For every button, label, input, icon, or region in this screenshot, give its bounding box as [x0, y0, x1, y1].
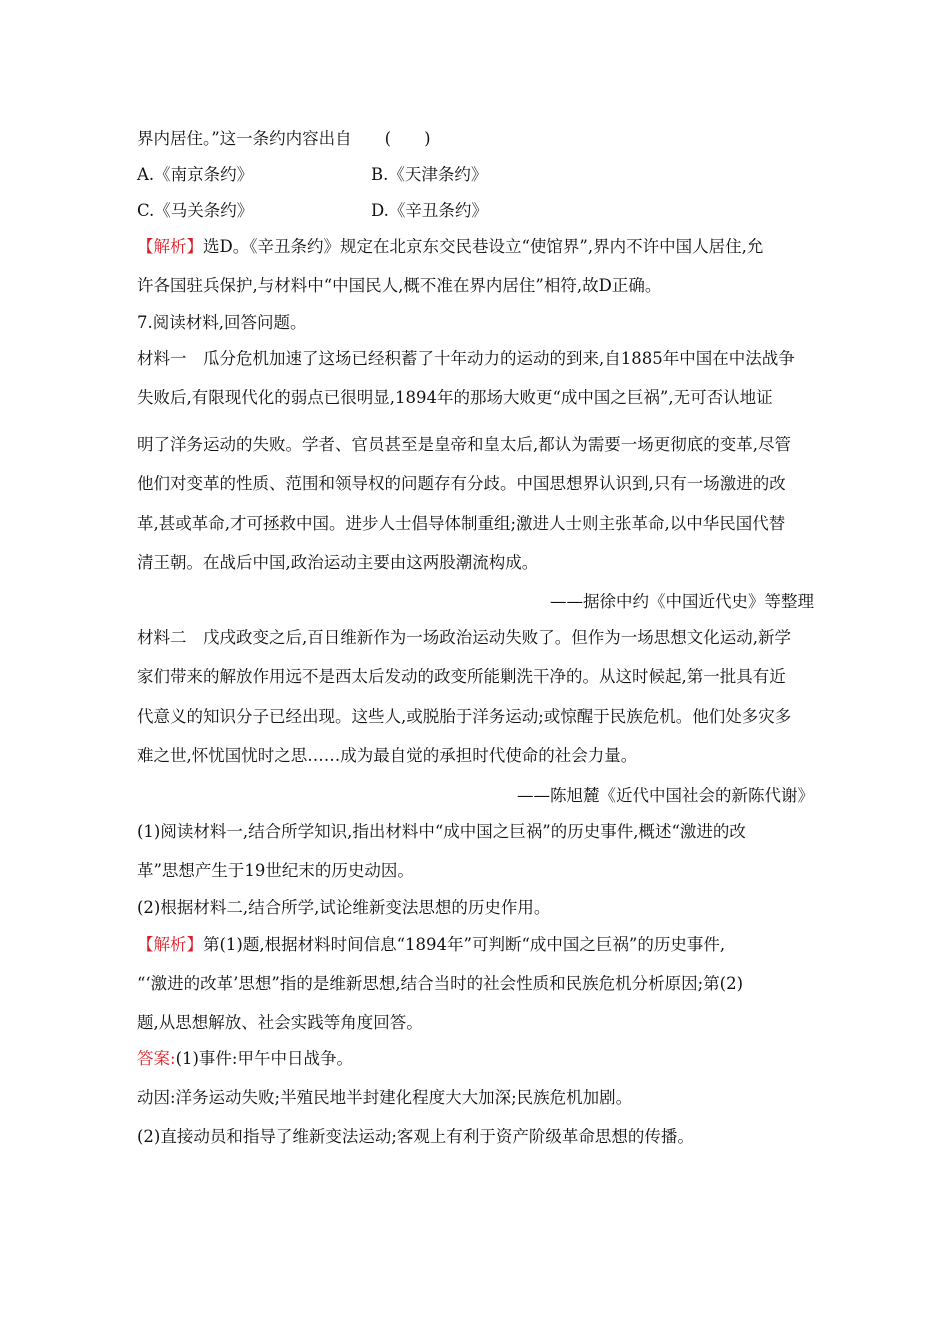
- option-b: B.《天津条约》: [371, 165, 488, 184]
- material-source: ——据徐中约《中国近代史》等整理: [550, 592, 814, 611]
- sub-question: (1)阅读材料一,结合所学知识,指出材料中“成中国之巨祸”的历史事件,概述“激进的改: [137, 822, 746, 841]
- answer-line: (2)直接动员和指导了维新变法运动;客观上有利于资产阶级革命思想的传播。: [137, 1127, 694, 1146]
- analysis-line: [137, 237, 763, 257]
- question-title: 7.阅读材料,回答问题。: [137, 313, 307, 332]
- question-stem-tail: 界内居住。”这一条约内容出自 ( ): [137, 129, 431, 148]
- analysis-tag: 【解析】: [137, 237, 203, 256]
- option-d: D.《辛丑条约》: [371, 201, 488, 220]
- analysis-line: [137, 935, 725, 955]
- material-line: 材料一 瓜分危机加速了这场已经积蓄了十年动力的运动的到来,自1885年中国在中法战争: [137, 349, 795, 368]
- material-line: 代意义的知识分子已经出现。这些人,或脱胎于洋务运动;或惊醒于民族危机。他们处多灾多: [137, 707, 792, 726]
- analysis-text: 第(1)题,根据材料时间信息“1894年”可判断“成中国之巨祸”的历史事件,: [203, 935, 726, 954]
- material-line: 难之世,怀忧国忧时之思……成为最自觉的承担时代使命的社会力量。: [137, 746, 638, 765]
- material-line: 清王朝。在战后中国,政治运动主要由这两股潮流构成。: [137, 553, 539, 572]
- analysis-tag: 【解析】: [137, 935, 203, 954]
- material-line: 明了洋务运动的失败。学者、官员甚至是皇帝和皇太后,都认为需要一场更彻底的变革,尽管: [137, 435, 791, 454]
- sub-question: 革”思想产生于19世纪末的历史动因。: [137, 861, 414, 880]
- material-line: 革,甚或革命,才可拯救中国。进步人士倡导体制重组;激进人士则主张革命,以中华民国代替: [137, 514, 786, 533]
- answer-tag: 答案:: [137, 1049, 176, 1068]
- answer-line: 动因:洋务运动失败;半殖民地半封建化程度大大加深;民族危机加剧。: [137, 1088, 633, 1107]
- answer-text: (1)事件:甲午中日战争。: [175, 1049, 353, 1068]
- material-source: ——陈旭麓《近代中国社会的新陈代谢》: [517, 786, 814, 805]
- option-c: C.《马关条约》: [137, 201, 254, 220]
- analysis-line: 题,从思想解放、社会实践等角度回答。: [137, 1013, 423, 1032]
- material-line: 家们带来的解放作用远不是西太后发动的政变所能剿洗干净的。从这时候起,第一批具有近: [137, 667, 786, 686]
- analysis-line: 许各国驻兵保护,与材料中“中国民人,概不准在界内居住”相符,故D正确。: [137, 276, 662, 295]
- analysis-line: “‘激进的改革’思想”指的是维新思想,结合当时的社会性质和民族危机分析原因;第(2): [137, 974, 744, 993]
- analysis-text: 选D。《辛丑条约》规定在北京东交民巷设立“使馆界”,界内不许中国人居住,允: [203, 237, 764, 256]
- option-a: A.《南京条约》: [137, 165, 254, 184]
- sub-question: (2)根据材料二,结合所学,试论维新变法思想的历史作用。: [137, 898, 551, 917]
- material-line: 失败后,有限现代化的弱点已很明显,1894年的那场大败更“成中国之巨祸”,无可否认地证: [137, 388, 773, 407]
- material-line: 材料二 戊戌政变之后,百日维新作为一场政治运动失败了。但作为一场思想文化运动,新学: [137, 628, 791, 647]
- material-line: 他们对变革的性质、范围和领导权的问题存有分歧。中国思想界认识到,只有一场激进的改: [137, 474, 786, 493]
- answer-line: [137, 1049, 353, 1069]
